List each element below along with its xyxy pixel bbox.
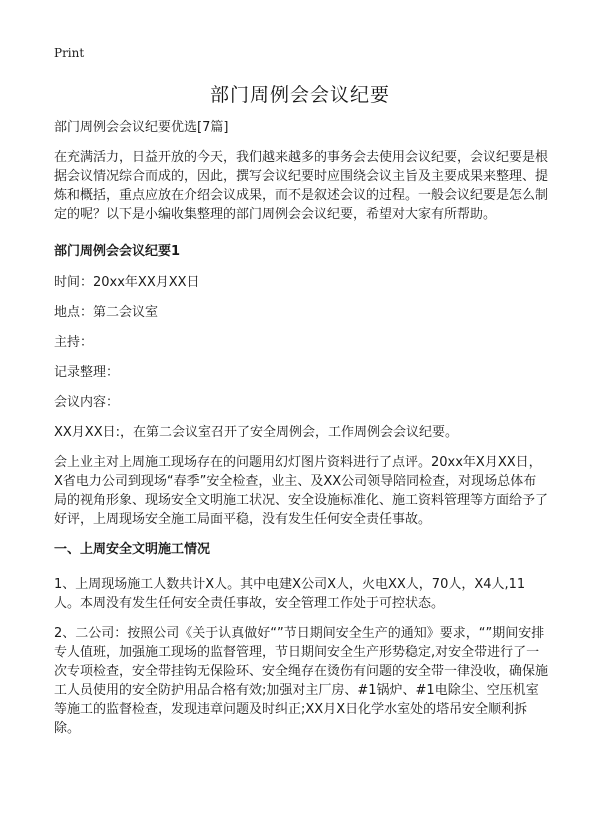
subsection-heading: 一、上周安全文明施工情况 [54,542,211,557]
meeting-content-label: 会议内容： [54,395,120,410]
document-subtitle: 部门周例会会议纪要优选[7篇] [54,120,229,135]
meeting-time: 时间：20xx年XX月XX日 [54,275,200,290]
page-title: 部门周例会会议纪要 [209,84,390,106]
opening-paragraph: XX月XX日:，在第二会议室召开了安全周例会，工作周例会会议纪要。 [54,425,459,440]
meeting-location: 地点：第二会议室 [54,305,159,320]
meeting-recorder: 记录整理： [54,365,120,380]
intro-paragraph: 在充满活力，日益开放的今天，我们越来越多的事务会去使用会议纪要，会议纪要是根据会议情况综合而成的，因此，撰写会议纪要时应围绕会议主旨及主要成果来整理、提炼和概括，重点应放在介绍会议成果，而不是叙述会议的过程。一般会议纪要是怎么制定的呢？以下是小编收集整理的部门周例会会议纪要，希望对大家有所帮助。 [54,150,549,222]
document-body [54,118,548,749]
meeting-host: 主持： [54,335,94,350]
print-label: Print [54,46,85,60]
section-heading: 部门周例会会议纪要1 [54,244,181,259]
list-item: 1、上周现场施工人数共计X人。其中电建X公司X人，火电XX人，70人，X4人,11人。本周没有发生任何安全责任事故，安全管理工作处于可控状态。 [54,577,526,611]
review-paragraph: 会上业主对上周施工现场存在的问题用幻灯图片资料进行了点评。20xx年X月XX日，X省电力公司到现场“春季”安全检查，业主、及XX公司领导陪同检查，对现场总体布局的视角形象、现场安全文明施工状况、安全设施标准化、施工资料管理等方面给予了好评，上周现场安全施工局面平稳，没有发生任何安全责任事故。 [54,455,549,527]
list-item: 2、二公司：按照公司《关于认真做好“”节日期间安全生产的通知》要求，“”期间安排专人值班，加强施工现场的监督管理，节日期间安全生产形势稳定,对安全带进行了一次专项检查，安全带挂钩无保险环、安全绳存在烫伤有问题的安全带一律没收，确保施工人员使用的安全防护用品合格有效;加强对主厂房、#1锅炉、#1电除尘、空压机室等施工的监督检查，发现违章问题及时纠正;XX月X日化学水室处的塔吊安全顺利拆除。 [54,626,549,736]
